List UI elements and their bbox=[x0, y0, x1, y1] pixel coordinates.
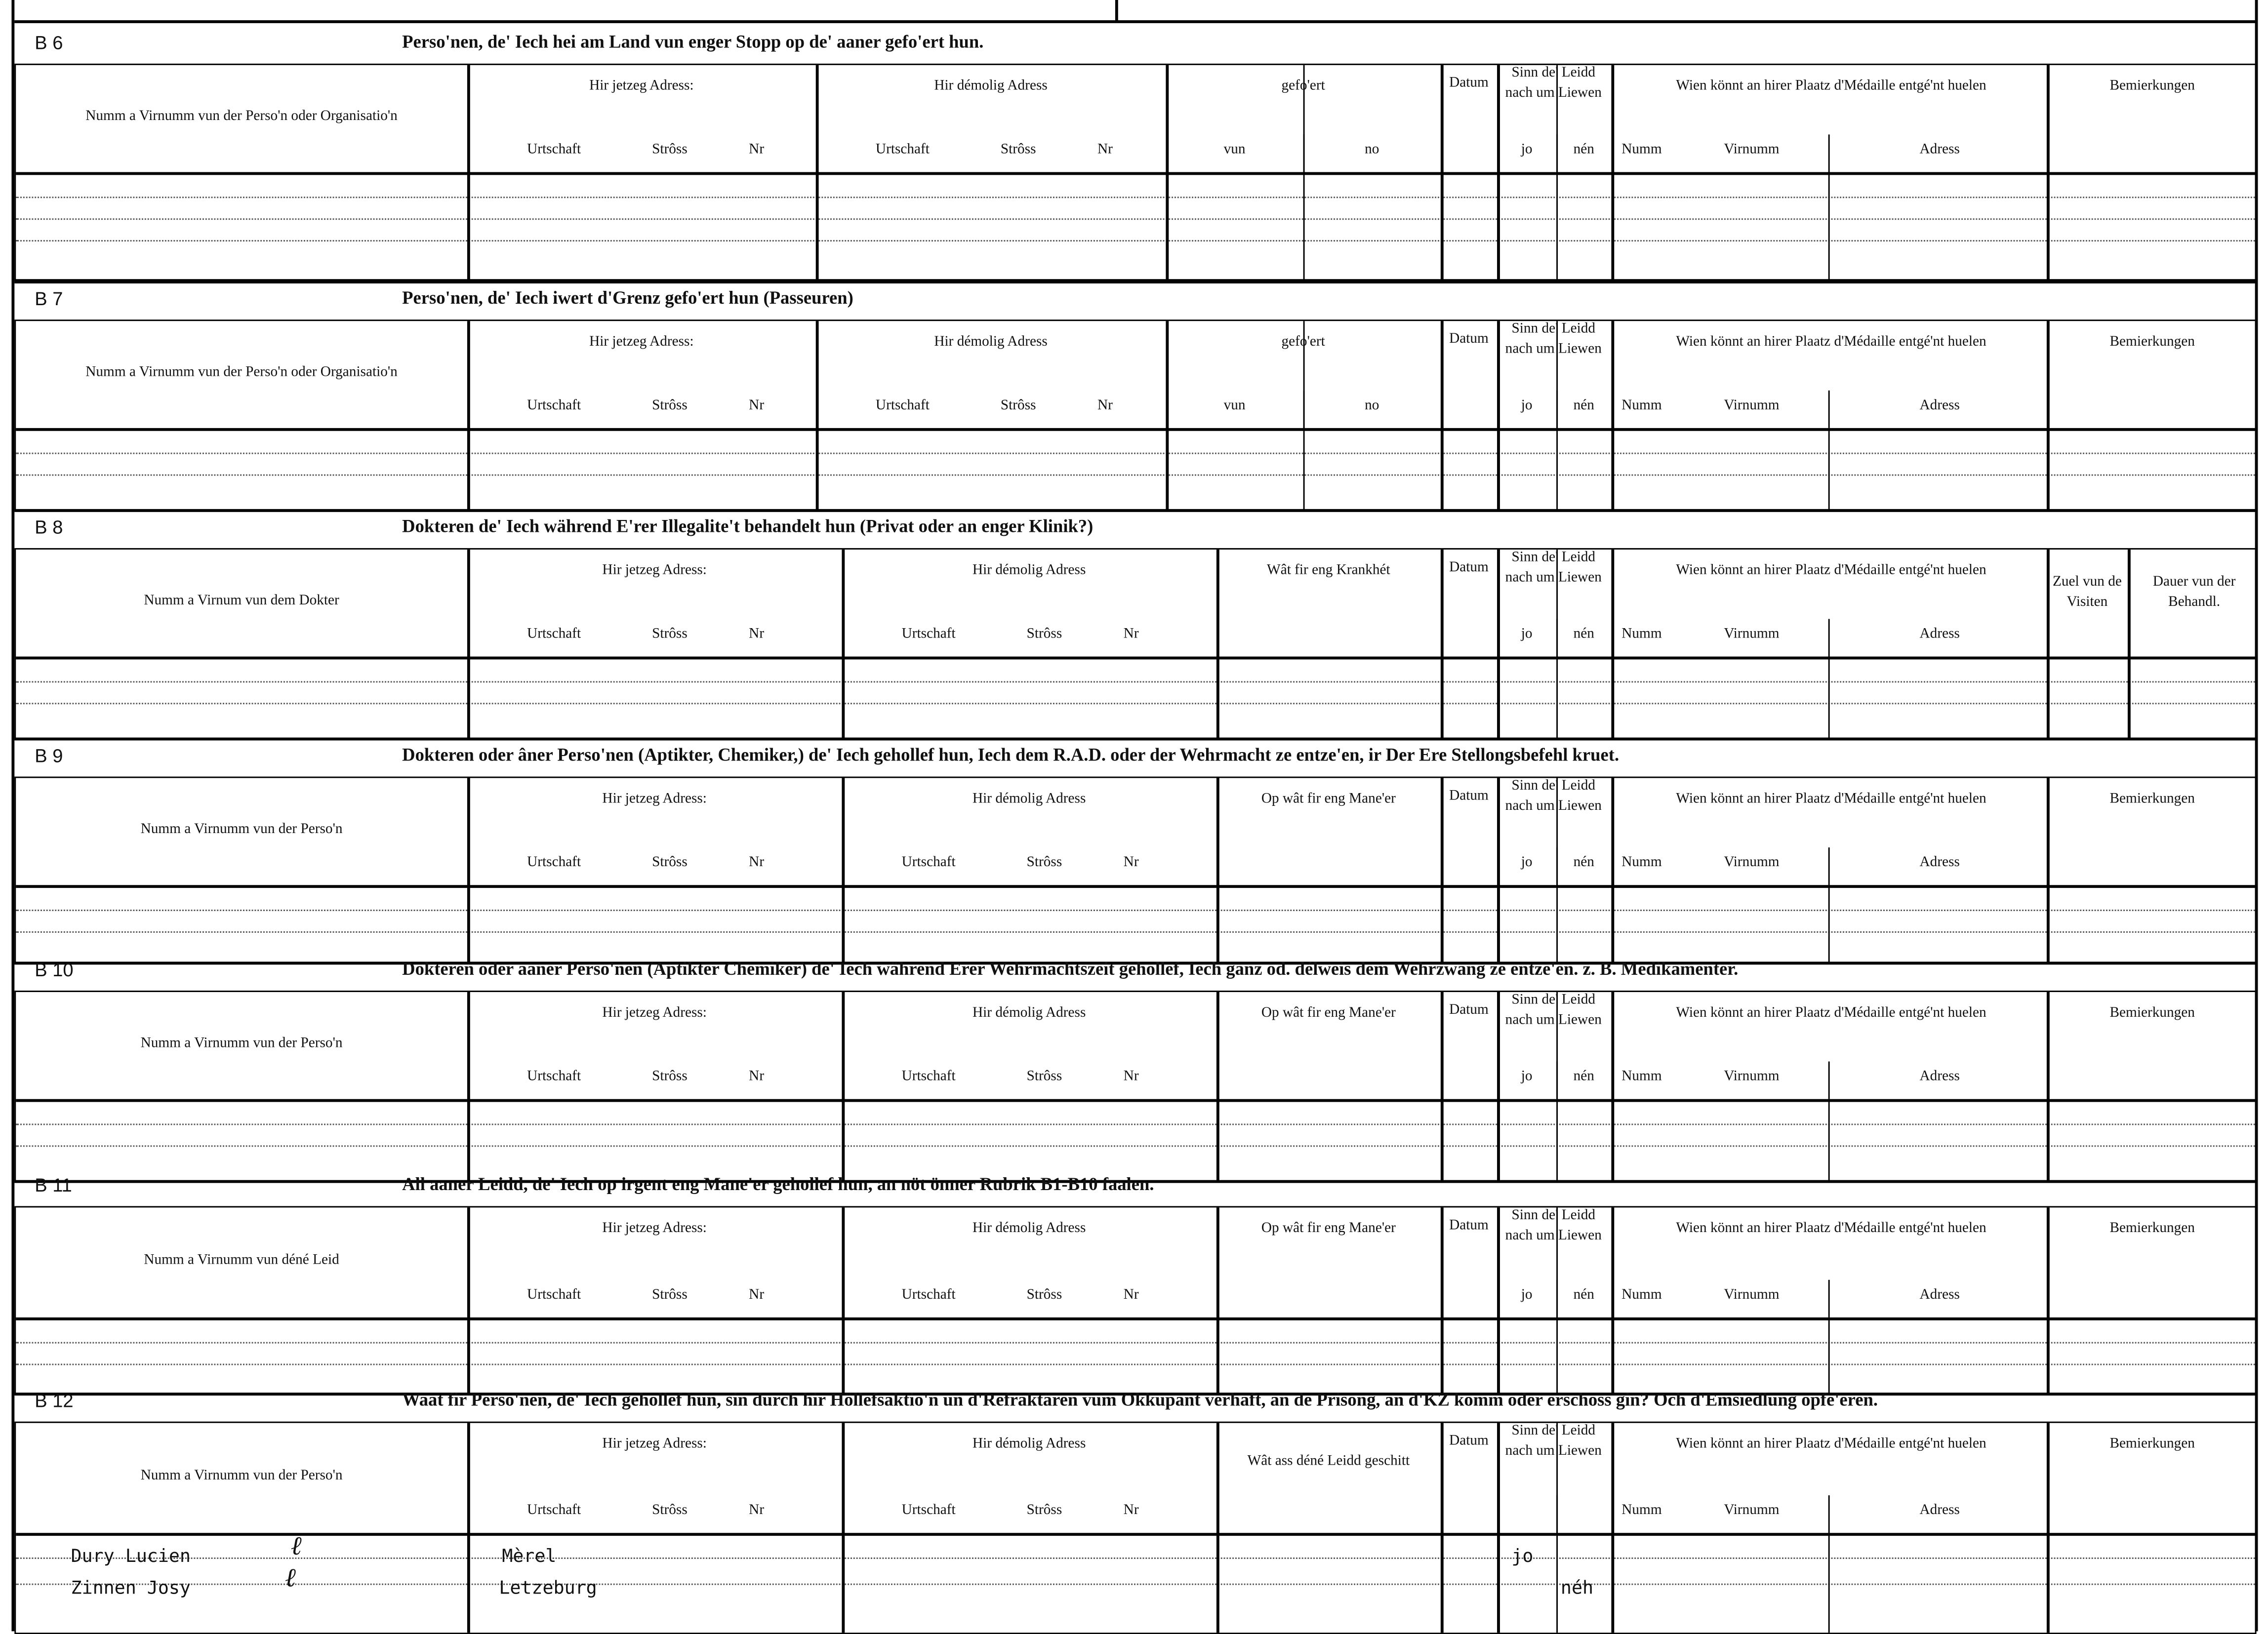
former-stross-label: Strôss bbox=[1026, 1287, 1062, 1303]
column-divider bbox=[2047, 65, 2050, 282]
current-nr-label: Nr bbox=[749, 854, 765, 871]
top-center-tick bbox=[1115, 0, 1118, 20]
dotted-row-line bbox=[16, 1342, 2255, 1344]
column-divider bbox=[1611, 65, 1614, 282]
sinn-de-leidd-header: Sinn de' Leidd nach um Liewen bbox=[1505, 992, 1602, 1029]
medaille-adress-label: Adress bbox=[1919, 398, 1960, 414]
current-nr-label: Nr bbox=[749, 398, 765, 414]
jo-label: jo bbox=[1521, 626, 1533, 642]
current-urtschaft-label: Urtschaft bbox=[527, 1287, 581, 1303]
header-tick bbox=[1828, 847, 1830, 885]
header-tick bbox=[1828, 1495, 1830, 1533]
sinn-de-leidd-header: Sinn de' Leidd nach um Liewen bbox=[1505, 65, 1602, 101]
former-urtschaft-label: Urtschaft bbox=[901, 626, 956, 642]
former-nr-label: Nr bbox=[1123, 1502, 1139, 1518]
jo-label: jo bbox=[1521, 141, 1533, 158]
former-urtschaft-label: Urtschaft bbox=[875, 398, 930, 414]
medaille-numm-label: Numm bbox=[1621, 1069, 1662, 1085]
current-stross-label: Strôss bbox=[652, 1069, 688, 1085]
entry-alive: néh bbox=[1560, 1576, 1594, 1598]
current-address-header: Hir jetzeg Adress: bbox=[589, 78, 694, 94]
current-stross-label: Strôss bbox=[652, 1502, 688, 1518]
medaille-adress-label: Adress bbox=[1919, 141, 1960, 158]
vun-label: vun bbox=[1223, 398, 1246, 414]
bemierkungen-header: Bemierkungen bbox=[2109, 1005, 2195, 1021]
column-divider bbox=[1497, 65, 1500, 282]
dotted-row-line bbox=[16, 1145, 2255, 1147]
section-code: B 9 bbox=[35, 745, 63, 767]
section-code: B 8 bbox=[35, 516, 63, 538]
column-divider bbox=[816, 65, 819, 282]
former-urtschaft-label: Urtschaft bbox=[875, 141, 930, 158]
current-address-header: Hir jetzeg Adress: bbox=[602, 562, 707, 579]
column-divider bbox=[1828, 428, 1830, 511]
column-divider bbox=[1441, 1423, 1444, 1633]
former-urtschaft-label: Urtschaft bbox=[901, 1502, 956, 1518]
header-separator bbox=[16, 885, 2255, 888]
former-stross-label: Strôss bbox=[1026, 854, 1062, 871]
header-separator bbox=[16, 1099, 2255, 1102]
header-separator bbox=[16, 428, 2255, 431]
column-divider bbox=[1303, 65, 1305, 282]
dotted-row-line bbox=[16, 910, 2255, 911]
former-stross-label: Strôss bbox=[1026, 1502, 1062, 1518]
former-address-header: Hir démolig Adress bbox=[972, 1220, 1086, 1236]
former-address-header: Hir démolig Adress bbox=[934, 78, 1048, 94]
nen-label: nén bbox=[1573, 854, 1594, 871]
current-urtschaft-label: Urtschaft bbox=[527, 398, 581, 414]
medaille-numm-label: Numm bbox=[1621, 398, 1662, 414]
dotted-row-line bbox=[16, 1584, 2255, 1585]
dotted-row-line bbox=[16, 197, 2255, 198]
former-nr-label: Nr bbox=[1123, 626, 1139, 642]
current-urtschaft-label: Urtschaft bbox=[527, 1502, 581, 1518]
column-divider bbox=[1828, 885, 1830, 963]
section-b10 bbox=[14, 958, 2256, 1180]
no-label: no bbox=[1365, 141, 1379, 158]
former-address-header: Hir démolig Adress bbox=[972, 1005, 1086, 1021]
bemierkungen-header: Bemierkungen bbox=[2109, 334, 2195, 350]
current-stross-label: Strôss bbox=[652, 141, 688, 158]
current-stross-label: Strôss bbox=[652, 398, 688, 414]
section-b7 bbox=[14, 279, 2256, 509]
vun-label: vun bbox=[1223, 141, 1246, 158]
former-address-header: Hir démolig Adress bbox=[972, 562, 1086, 579]
left-border bbox=[11, 0, 14, 1631]
current-stross-label: Strôss bbox=[652, 854, 688, 871]
entry-alive: jo bbox=[1511, 1544, 1534, 1566]
current-stross-label: Strôss bbox=[652, 1287, 688, 1303]
section-code: B 7 bbox=[35, 287, 63, 310]
section-b6 bbox=[14, 20, 2256, 280]
sinn-de-leidd-header: Sinn de' Leidd nach um Liewen bbox=[1505, 321, 1602, 358]
bemierkungen-header: Bemierkungen bbox=[2109, 78, 2195, 94]
header-separator bbox=[16, 1533, 2255, 1536]
former-nr-label: Nr bbox=[1123, 1069, 1139, 1085]
former-urtschaft-label: Urtschaft bbox=[901, 1287, 956, 1303]
datum-header: Datum bbox=[1449, 1217, 1489, 1234]
former-urtschaft-label: Urtschaft bbox=[901, 854, 956, 871]
dotted-row-line bbox=[16, 240, 2255, 241]
column-divider bbox=[1828, 657, 1830, 739]
datum-header: Datum bbox=[1449, 1433, 1489, 1449]
former-address-header: Hir démolig Adress bbox=[972, 1436, 1086, 1452]
dotted-row-line bbox=[16, 931, 2255, 933]
current-urtschaft-label: Urtschaft bbox=[527, 626, 581, 642]
dotted-row-line bbox=[16, 453, 2255, 454]
nen-label: nén bbox=[1573, 626, 1594, 642]
section-title: Dokteren oder aaner Perso'nen (Aptikter Chemiker) de' Iech während Erer Wehrmachtszeit gehollef, Iech ganz od. délweis dem Wehrzwang ze entze'en. z. B. Medikamenter. bbox=[402, 958, 1739, 979]
section-top-rule bbox=[14, 509, 2256, 512]
current-address-header: Hir jetzeg Adress: bbox=[589, 334, 694, 350]
former-stross-label: Strôss bbox=[1026, 626, 1062, 642]
medaille-header: Wien könnt an hirer Plaatz d'Médaille entgé'nt huelen bbox=[1676, 334, 1986, 350]
medaille-numm-label: Numm bbox=[1621, 626, 1662, 642]
name-column-header: Numm a Virnum vun dem Dokter bbox=[144, 593, 339, 609]
datum-header: Datum bbox=[1449, 75, 1489, 91]
former-nr-label: Nr bbox=[1097, 398, 1113, 414]
sinn-de-leidd-header: Sinn de' Leidd nach um Liewen bbox=[1505, 1423, 1602, 1459]
entry-place: Mèrel bbox=[502, 1544, 557, 1566]
header-tick bbox=[1828, 1280, 1830, 1317]
datum-header: Datum bbox=[1449, 559, 1489, 576]
section-b11 bbox=[14, 1174, 2256, 1393]
medaille-numm-label: Numm bbox=[1621, 1502, 1662, 1518]
medaille-adress-label: Adress bbox=[1919, 854, 1960, 871]
medaille-header: Wien könnt an hirer Plaatz d'Médaille entgé'nt huelen bbox=[1676, 1436, 1986, 1452]
column-divider bbox=[467, 65, 470, 282]
column-divider bbox=[1441, 65, 1444, 282]
section-top-rule bbox=[14, 279, 2256, 282]
section-code: B 10 bbox=[35, 958, 74, 981]
column-divider bbox=[1828, 1533, 1830, 1633]
current-nr-label: Nr bbox=[749, 141, 765, 158]
dotted-row-line bbox=[16, 1123, 2255, 1125]
sinn-de-leidd-header: Sinn de' Leidd nach um Liewen bbox=[1505, 549, 1602, 586]
current-address-header: Hir jetzeg Adress: bbox=[602, 1005, 707, 1021]
entry-name: Zinnen Josy bbox=[71, 1576, 191, 1598]
column-divider bbox=[1611, 1423, 1614, 1633]
section-title: Perso'nen, de' Iech iwert d'Grenz gefo'ert hun (Passeuren) bbox=[402, 287, 853, 308]
bemierkungen-header: Bemierkungen bbox=[2109, 791, 2195, 807]
op-wat-header: Op wât fir eng Mane'er bbox=[1261, 1220, 1396, 1236]
former-nr-label: Nr bbox=[1097, 141, 1113, 158]
medaille-header: Wien könnt an hirer Plaatz d'Médaille entgé'nt huelen bbox=[1676, 1005, 1986, 1021]
dotted-row-line bbox=[16, 218, 2255, 220]
section-title: Waat fir Perso'nen, de' Iech gehollef hun, sin durch hir Höllefsaktio'n un d'Refraktären vum Okkupant verhaft, an de Prisong, an d'KZ komm oder erschoss gin? Och d'Emsiedlung opfe'eren. bbox=[402, 1390, 1878, 1410]
medaille-virnumm-label: Virnumm bbox=[1724, 854, 1780, 871]
former-urtschaft-label: Urtschaft bbox=[901, 1069, 956, 1085]
current-nr-label: Nr bbox=[749, 1069, 765, 1085]
column-divider bbox=[1166, 65, 1169, 282]
dotted-row-line bbox=[16, 681, 2255, 682]
current-address-header: Hir jetzeg Adress: bbox=[602, 1220, 707, 1236]
medaille-header: Wien könnt an hirer Plaatz d'Médaille entgé'nt huelen bbox=[1676, 791, 1986, 807]
medaille-virnumm-label: Virnumm bbox=[1724, 141, 1780, 158]
header-tick bbox=[1828, 619, 1830, 656]
column-divider bbox=[1828, 1317, 1830, 1394]
dotted-row-line bbox=[16, 475, 2255, 476]
datum-header: Datum bbox=[1449, 1002, 1489, 1018]
name-column-header: Numm a Virnumm vun der Perso'n bbox=[140, 1468, 343, 1484]
column-divider bbox=[1497, 1423, 1500, 1633]
dotted-row-line bbox=[16, 1364, 2255, 1365]
section-title: Perso'nen, de' Iech hei am Land vun enger Stopp op de' aaner gefo'ert hun. bbox=[402, 32, 984, 52]
dauer-behandl-header: Dauer vun der Behandl. bbox=[2152, 574, 2236, 610]
medaille-numm-label: Numm bbox=[1621, 854, 1662, 871]
medaille-virnumm-label: Virnumm bbox=[1724, 1502, 1780, 1518]
no-label: no bbox=[1365, 398, 1379, 414]
nen-label: nén bbox=[1573, 1287, 1594, 1303]
name-column-header: Numm a Virnumm vun der Perso'n bbox=[140, 821, 343, 837]
current-address-header: Hir jetzeg Adress: bbox=[602, 1436, 707, 1452]
bemierkungen-header: Bemierkungen bbox=[2109, 1220, 2195, 1236]
section-table bbox=[14, 1422, 2256, 1634]
name-column-header: Numm a Virnumm vun déné Leid bbox=[144, 1252, 339, 1269]
section-title: Dokteren de' Iech während E'rer Illegalite't behandelt hun (Privat oder an enger Klinik?) bbox=[402, 516, 1094, 537]
section-code: B 11 bbox=[35, 1174, 72, 1196]
section-title: Dokteren oder âner Perso'nen (Aptikter, Chemiker,) de' Iech gehollef hun, Iech dem R.A.D. oder der Wehrmacht ze entze'en, ir Der Ere Stellongsbefehl kruet. bbox=[402, 745, 1620, 765]
datum-header: Datum bbox=[1449, 788, 1489, 804]
header-tick bbox=[1556, 1495, 1558, 1533]
current-nr-label: Nr bbox=[749, 1502, 765, 1518]
medaille-header: Wien könnt an hirer Plaatz d'Médaille entgé'nt huelen bbox=[1676, 562, 1986, 579]
section-table bbox=[14, 64, 2256, 283]
jo-label: jo bbox=[1521, 398, 1533, 414]
header-tick bbox=[1828, 391, 1830, 428]
medaille-adress-label: Adress bbox=[1919, 626, 1960, 642]
section-table bbox=[14, 319, 2256, 512]
medaille-numm-label: Numm bbox=[1621, 1287, 1662, 1303]
column-divider bbox=[1828, 172, 1830, 282]
current-urtschaft-label: Urtschaft bbox=[527, 854, 581, 871]
section-table bbox=[14, 1206, 2256, 1395]
former-stross-label: Strôss bbox=[1000, 141, 1036, 158]
wat-ass-dene-header: Wât ass déné Leidd geschitt bbox=[1247, 1453, 1410, 1470]
header-separator bbox=[16, 657, 2255, 660]
former-stross-label: Strôss bbox=[1000, 398, 1036, 414]
section-b12 bbox=[14, 1390, 2256, 1631]
section-table bbox=[14, 548, 2256, 740]
column-divider bbox=[1216, 1423, 1219, 1633]
jo-label: jo bbox=[1521, 1287, 1533, 1303]
datum-header: Datum bbox=[1449, 331, 1489, 347]
entry-place: Letzeburg bbox=[499, 1576, 597, 1598]
medaille-adress-label: Adress bbox=[1919, 1502, 1960, 1518]
sinn-de-leidd-header: Sinn de' Leidd nach um Liewen bbox=[1505, 1207, 1602, 1244]
current-urtschaft-label: Urtschaft bbox=[527, 1069, 581, 1085]
jo-label: jo bbox=[1521, 1069, 1533, 1085]
section-code: B 12 bbox=[35, 1390, 74, 1412]
op-wat-header: Op wât fir eng Mane'er bbox=[1261, 1005, 1396, 1021]
header-separator bbox=[16, 1317, 2255, 1320]
name-column-header: Numm a Virnumm vun der Perso'n oder Organisatio'n bbox=[85, 108, 398, 124]
section-table bbox=[14, 777, 2256, 965]
medaille-virnumm-label: Virnumm bbox=[1724, 626, 1780, 642]
nen-label: nén bbox=[1573, 1069, 1594, 1085]
current-address-header: Hir jetzeg Adress: bbox=[602, 791, 707, 807]
medaille-header: Wien könnt an hirer Plaatz d'Médaille entgé'nt huelen bbox=[1676, 78, 1986, 94]
medaille-adress-label: Adress bbox=[1919, 1069, 1960, 1085]
op-wat-header: Op wât fir eng Mane'er bbox=[1261, 791, 1396, 807]
section-top-rule bbox=[14, 20, 2256, 23]
header-separator bbox=[16, 172, 2255, 175]
checkmark-scribble: ℓ bbox=[290, 1531, 302, 1562]
name-column-header: Numm a Virnumm vun der Perso'n oder Organisatio'n bbox=[85, 364, 398, 381]
gefoert-header: gefo'ert bbox=[1281, 78, 1325, 94]
section-code: B 6 bbox=[35, 32, 63, 54]
sinn-de-leidd-header: Sinn de' Leidd nach um Liewen bbox=[1505, 778, 1602, 814]
column-divider bbox=[1828, 1099, 1830, 1182]
nen-label: nén bbox=[1573, 141, 1594, 158]
former-nr-label: Nr bbox=[1123, 854, 1139, 871]
section-table bbox=[14, 991, 2256, 1183]
zuel-visiten-header: Zuel vun de Visiten bbox=[2052, 574, 2122, 610]
section-title: All aaner Leidd, de' Iech op irgent eng Mane'er gehollef hun, an nöt önner Rubrik B1-B10 faalen. bbox=[402, 1174, 1154, 1195]
header-tick bbox=[1828, 1062, 1830, 1099]
gefoert-header: gefo'ert bbox=[1281, 334, 1325, 350]
medaille-numm-label: Numm bbox=[1621, 141, 1662, 158]
section-top-rule bbox=[14, 738, 2256, 741]
former-address-header: Hir démolig Adress bbox=[934, 334, 1048, 350]
former-address-header: Hir démolig Adress bbox=[972, 791, 1086, 807]
current-urtschaft-label: Urtschaft bbox=[527, 141, 581, 158]
medaille-header: Wien könnt an hirer Plaatz d'Médaille entgé'nt huelen bbox=[1676, 1220, 1986, 1236]
bemierkungen-header: Bemierkungen bbox=[2109, 1436, 2195, 1452]
medaille-adress-label: Adress bbox=[1919, 1287, 1960, 1303]
header-tick bbox=[1828, 134, 1830, 172]
section-b8 bbox=[14, 509, 2256, 738]
current-nr-label: Nr bbox=[749, 1287, 765, 1303]
jo-label: jo bbox=[1521, 854, 1533, 871]
medaille-virnumm-label: Virnumm bbox=[1724, 1287, 1780, 1303]
dotted-row-line bbox=[16, 703, 2255, 704]
medaille-virnumm-label: Virnumm bbox=[1724, 398, 1780, 414]
former-nr-label: Nr bbox=[1123, 1287, 1139, 1303]
krankhet-header: Wât fir eng Krankhét bbox=[1267, 562, 1390, 579]
current-nr-label: Nr bbox=[749, 626, 765, 642]
medaille-virnumm-label: Virnumm bbox=[1724, 1069, 1780, 1085]
current-stross-label: Strôss bbox=[652, 626, 688, 642]
name-column-header: Numm a Virnumm vun der Perso'n bbox=[140, 1035, 343, 1052]
checkmark-scribble: ℓ bbox=[284, 1563, 296, 1594]
nen-label: nén bbox=[1573, 398, 1594, 414]
entry-name: Dury Lucien bbox=[71, 1544, 191, 1566]
former-stross-label: Strôss bbox=[1026, 1069, 1062, 1085]
section-b9 bbox=[14, 738, 2256, 962]
dotted-row-line bbox=[16, 1557, 2255, 1559]
